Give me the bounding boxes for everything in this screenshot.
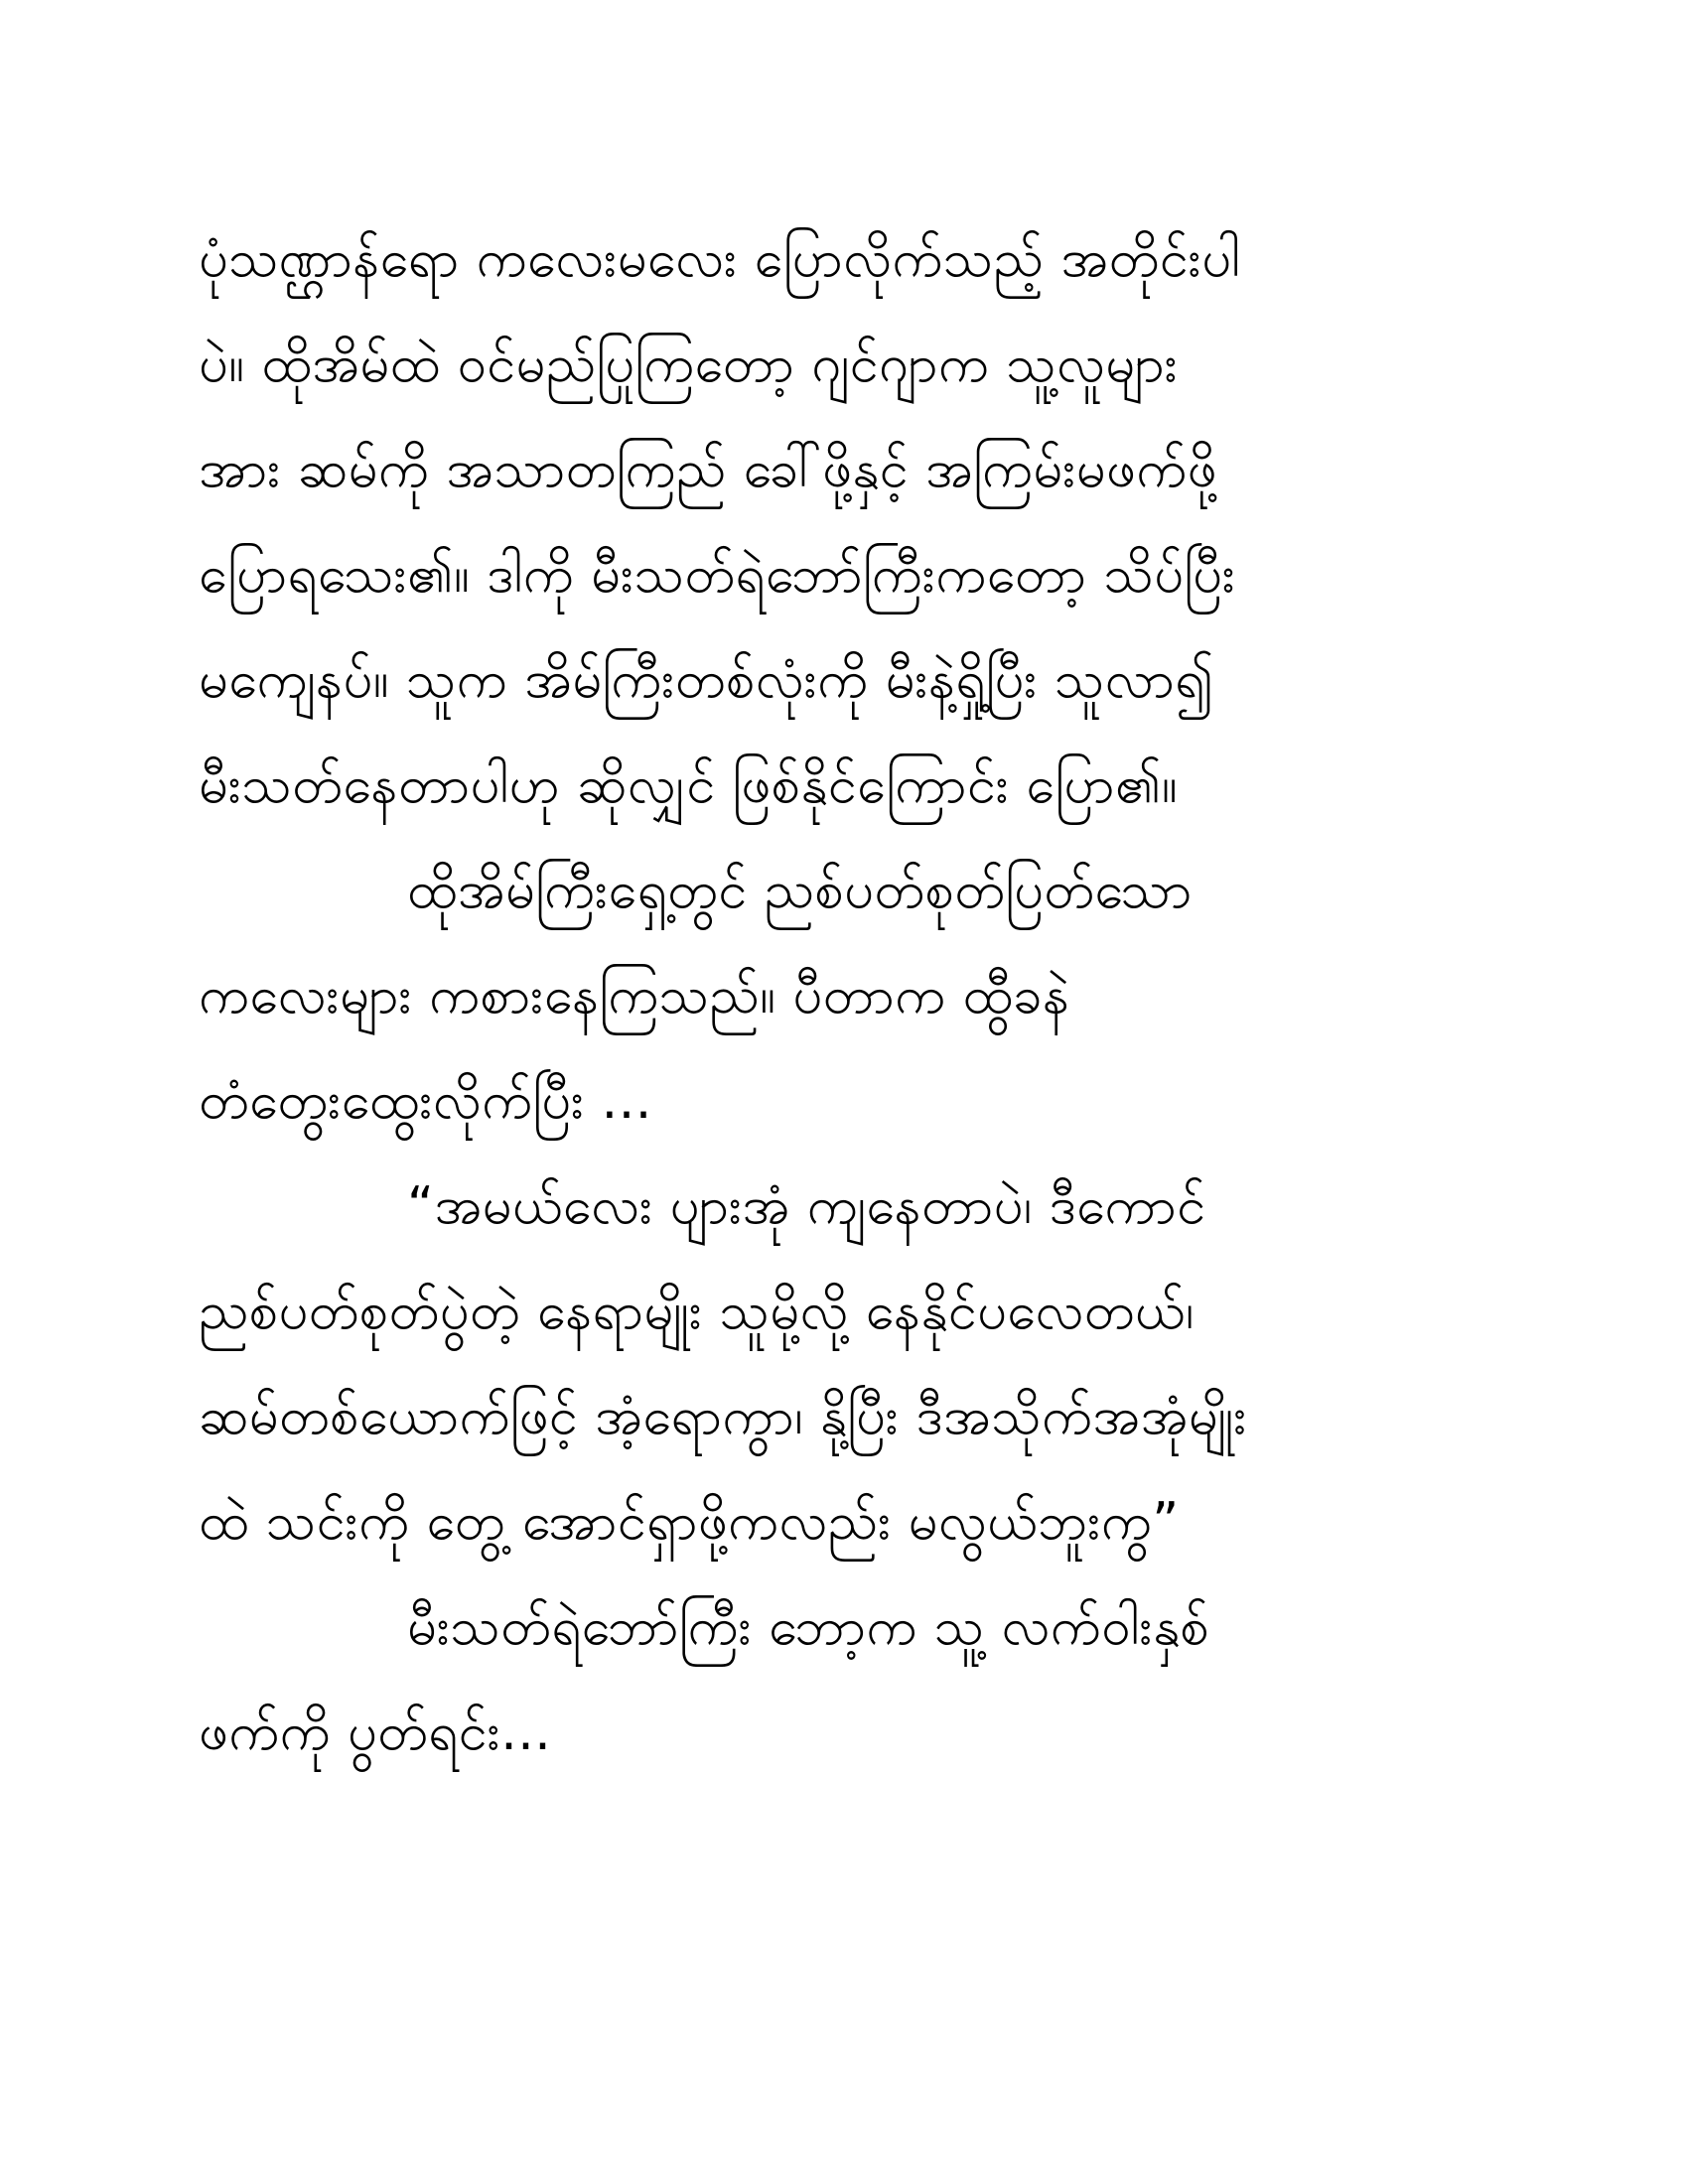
text-line: ထဲ သင်းကို တွေ့ အောင်ရှာဖို့ကလည်း မလွယ်ဘူးကွ” [199, 1492, 1180, 1552]
body-text [199, 206, 1489, 1785]
text-line: ဖက်ကို ပွတ်ရင်း... [199, 1703, 552, 1762]
text-line: မီးသတ်ရဲဘော်ကြီး ဘော့က သူ့ လက်ဝါးနှစ် [407, 1597, 1210, 1657]
text-line: ဆမ်တစ်ယောက်ဖြင့် အံ့ရောကွာ၊ နို့ပြီး ဒီအသိုက်အအုံမျိုး [199, 1387, 1247, 1446]
text-line: ပုံသဏ္ဌာန်ရော ကလေးမလေး ပြောလိုက်သည့် အတိုင်းပါ [199, 229, 1241, 289]
text-line: “အမယ်လေး ပျားအုံ ကျနေတာပဲ၊ ဒီကောင် [407, 1176, 1206, 1236]
text-line: မီးသတ်နေတာပါဟု ဆိုလျှင် ဖြစ်နိုင်ကြောင်း ပြော၏။ [199, 755, 1178, 815]
paragraph-2 [199, 838, 1489, 1154]
text-line: တံတွေးထွေးလိုက်ပြီး ... [199, 1071, 652, 1131]
text-line: ပြောရသေး၏။ ဒါကို မီးသတ်ရဲဘော်ကြီးကတော့ သိပ်ပြီး [199, 545, 1236, 605]
paragraph-3-dialogue [199, 1154, 1489, 1574]
text-line: ကလေးများ ကစားနေကြသည်။ ပီတာက ထွီခနဲ [199, 966, 1070, 1025]
paragraph-1 [199, 206, 1489, 838]
text-line: ညစ်ပတ်စုတ်ပွဲတဲ့ နေရာမျိုး သူမို့လို့ နေနိုင်ပလေတယ်၊ [199, 1282, 1195, 1341]
paragraph-4 [199, 1574, 1489, 1785]
text-line: အား ဆမ်ကို အသာတကြည် ခေါ်ဖို့နှင့် အကြမ်းမဖက်ဖို့ [199, 440, 1217, 499]
text-line: ထိုအိမ်ကြီးရှေ့တွင် ညစ်ပတ်စုတ်ပြတ်သော [407, 861, 1193, 920]
text-line: ပဲ။ ထိုအိမ်ထဲ ဝင်မည်ပြုကြတော့ ဂျင်ဂျာက သူ့လူများ [199, 335, 1179, 394]
text-line: မကျေနပ်။ သူက အိမ်ကြီးတစ်လုံးကို မီးနဲ့ရှို့ပြီး သူလာ၍ [199, 650, 1214, 710]
